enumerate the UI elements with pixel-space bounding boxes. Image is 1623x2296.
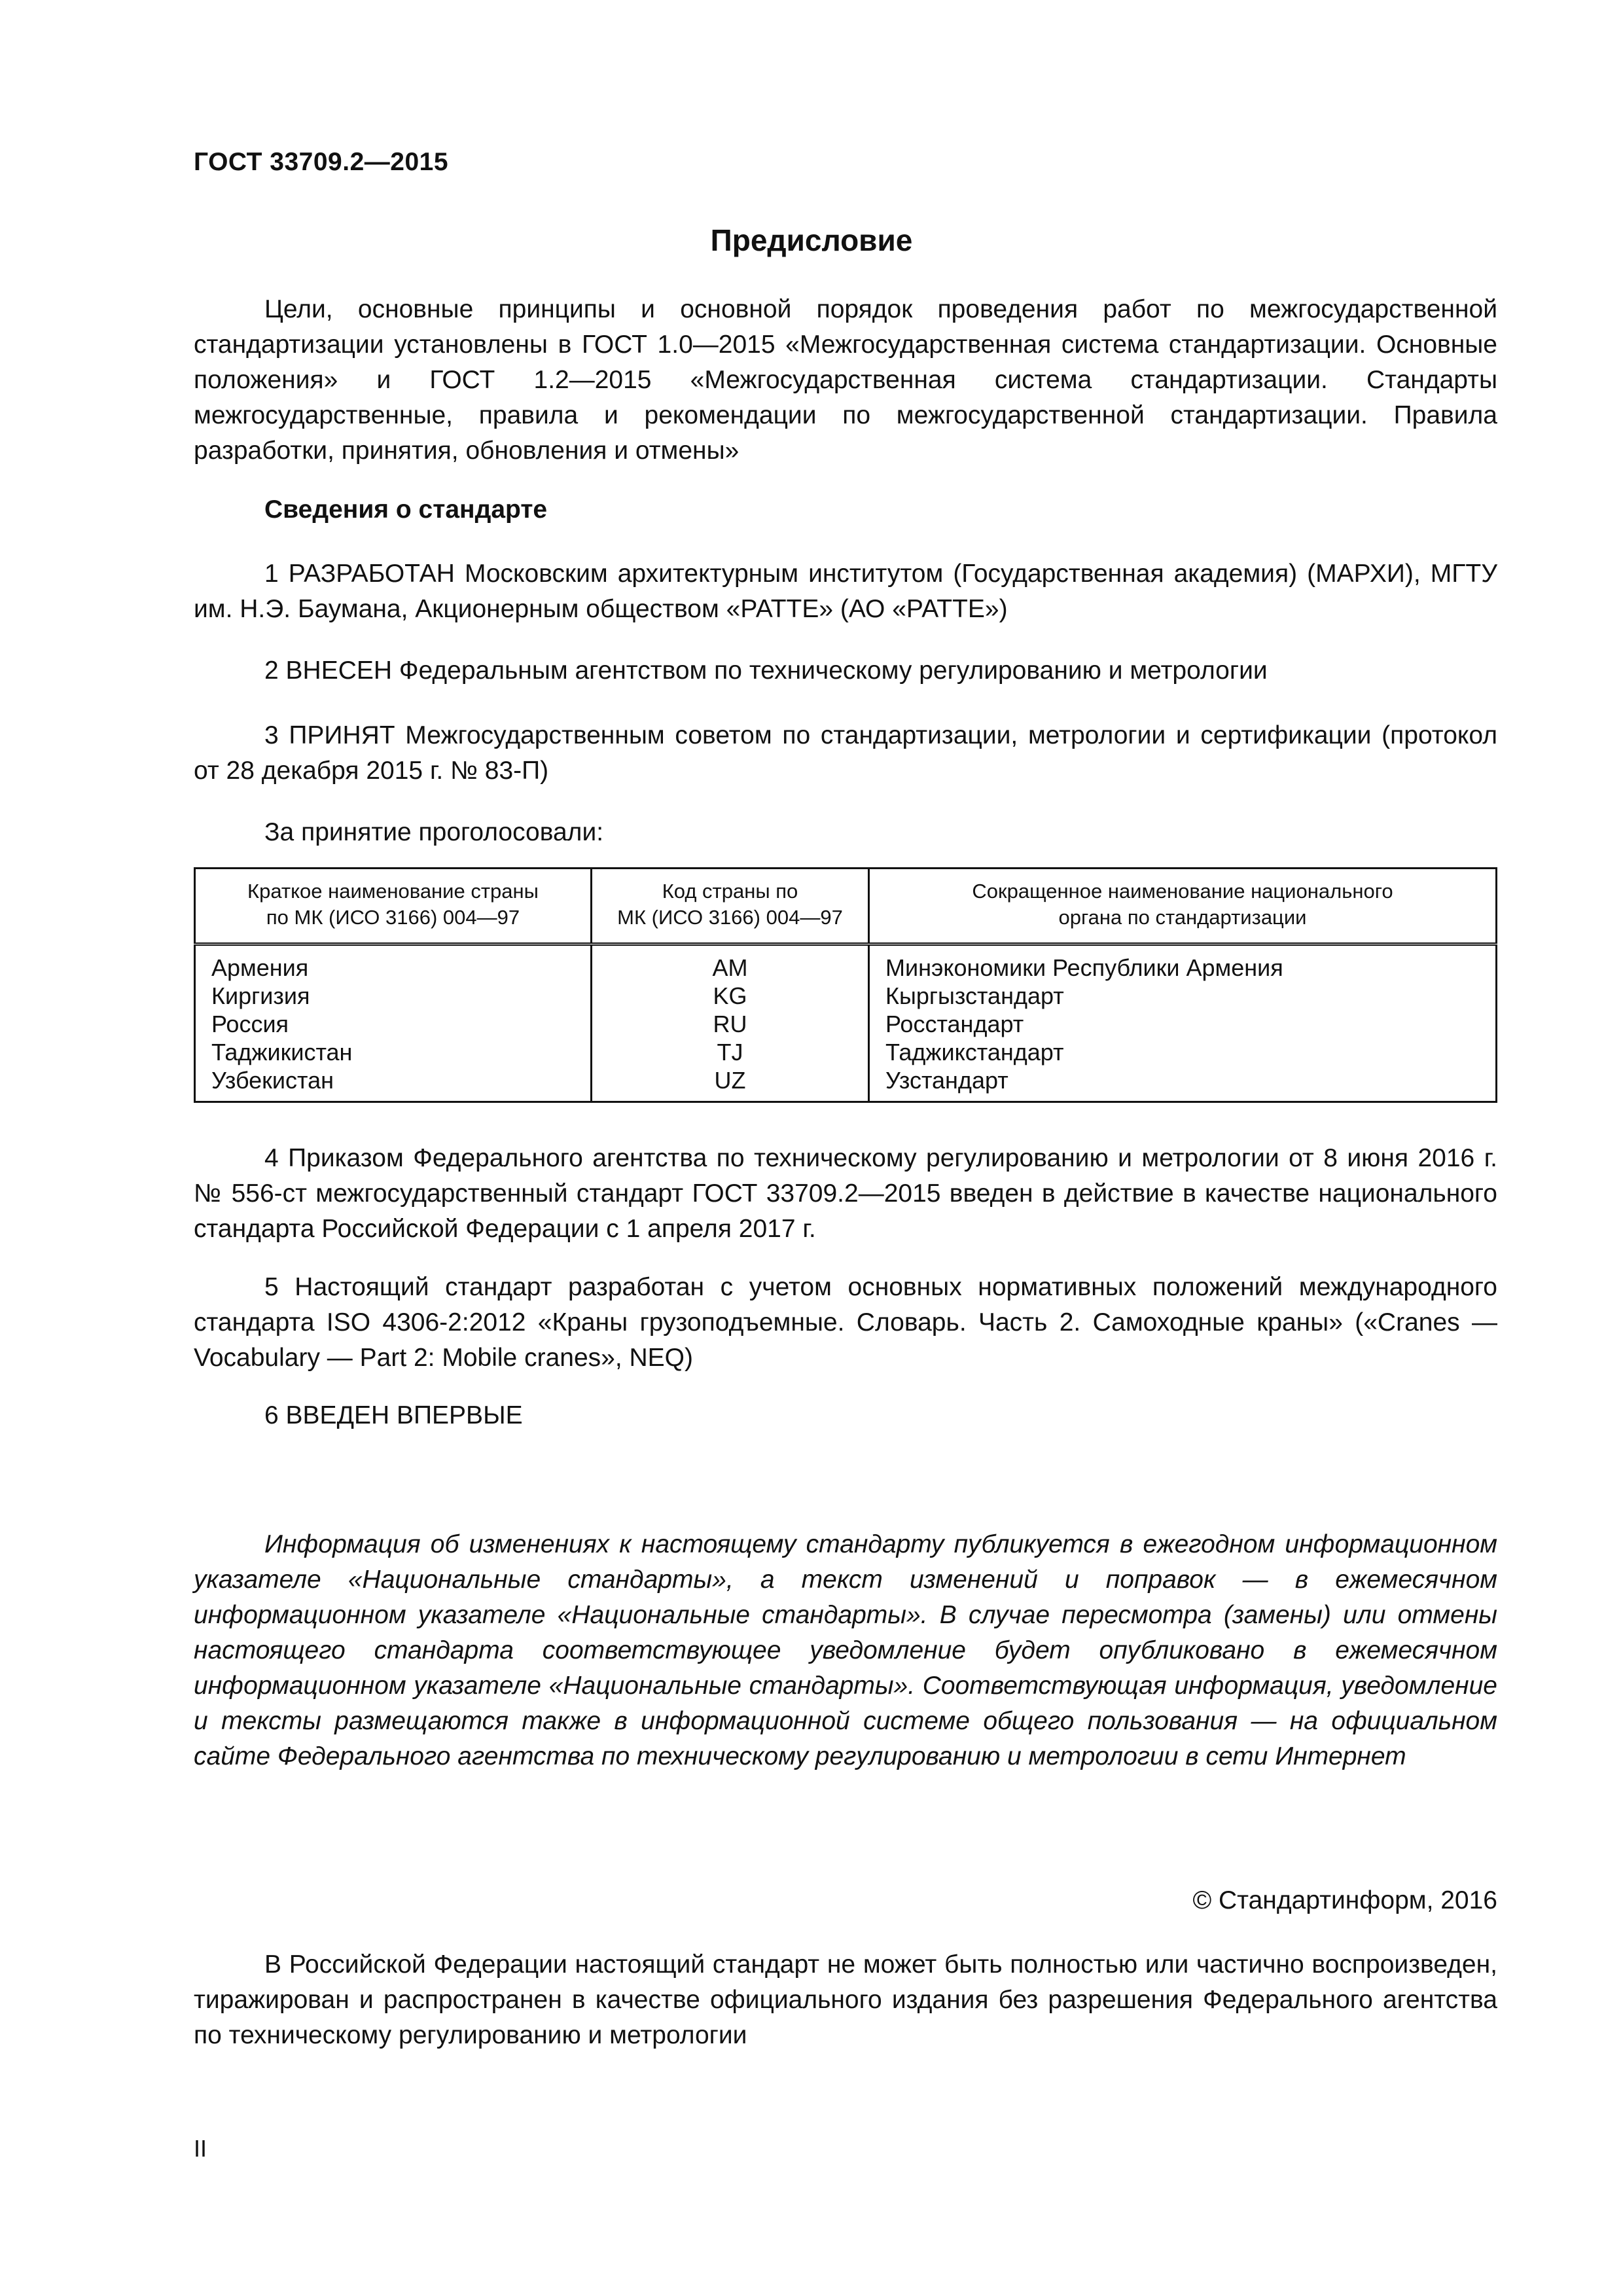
body-cell: Узстандарт: [885, 1067, 1008, 1094]
body-cell: Минэкономики Республики Армения: [885, 954, 1283, 981]
code-cell: KG: [713, 982, 747, 1009]
body-cell: Росстандарт: [885, 1011, 1024, 1037]
body-cell: Таджикстандарт: [885, 1039, 1064, 1066]
country-column: [195, 944, 592, 1102]
body-cell: Кыргызстандарт: [885, 982, 1064, 1009]
voted-label: За принятие проголосовали:: [264, 818, 604, 846]
table-body: [195, 944, 1497, 1102]
voting-table: [194, 867, 1497, 1103]
header-line: МК (ИСО 3166) 004—97: [617, 906, 843, 929]
country-cell: Армения: [211, 954, 309, 981]
column-header-body: [869, 869, 1497, 944]
header-line: Код страны по: [662, 880, 798, 903]
code-column: [592, 944, 869, 1102]
page-number: II: [194, 2135, 207, 2162]
code-cell: TJ: [717, 1039, 743, 1066]
code-cell: UZ: [714, 1067, 746, 1094]
country-cell: Узбекистан: [211, 1067, 334, 1094]
item-2-introduced: 2 ВНЕСЕН Федеральным агентством по техническому регулированию и метрологии: [264, 656, 1268, 685]
header-line: по МК (ИСО 3166) 004—97: [266, 906, 520, 929]
header-line: органа по стандартизации: [1058, 906, 1307, 929]
copyright: © Стандартинформ, 2016: [1192, 1886, 1497, 1914]
item-5-basis: 5 Настоящий стандарт разработан с учетом основных нормативных положений международного стандарта ISO 4306-2:2012 «Краны грузоподъемные. Словарь. Часть 2. Самоходные краны» («Cranes — Vocabulary — Part 2: Mobile cranes», NEQ): [194, 1273, 1497, 1372]
item-4-order: 4 Приказом Федерального агентства по техническому регулированию и метрологии от 8 июня 2016 г. № 556-ст межгосударственный стандарт ГОСТ 33709.2—2015 введен в действие в качестве национального стандарта Российской Федерации с 1 апреля 2017 г.: [194, 1144, 1497, 1243]
changes-notice: Информация об изменениях к настоящему стандарту публикуется в ежегодном информационном указателе «Национальные стандарты», а текст изменений и поправок — в ежемесячном информационном указателе «Национальные стандарты». В случае пересмотра (замены) или отмены настоящего стандарта соответствующее уведомление будет опубликовано в ежемесячном информационном указателе «Национальные стандарты». Соответствующая информация, уведомление и тексты размещаются также в информационной системе общего пользования — на официальном сайте Федерального агентства по техническому регулированию и метрологии в сети Интернет: [194, 1530, 1497, 1770]
rights-notice: В Российской Федерации настоящий стандарт не может быть полностью или частично воспроизведен, тиражирован и распространен в качестве официального издания без разрешения Федерального агентства по техническому регулированию и метрологии: [194, 1950, 1497, 2049]
standard-number: ГОСТ 33709.2—2015: [194, 148, 449, 176]
table-header-row: [195, 869, 1497, 944]
header-line: Сокращенное наименование национального: [972, 880, 1393, 903]
code-cell: RU: [713, 1011, 747, 1037]
item-6-first-introduced: 6 ВВЕДЕН ВПЕРВЫЕ: [264, 1401, 523, 1429]
item-1-developed: 1 РАЗРАБОТАН Московским архитектурным институтом (Государственная академия) (МАРХИ), МГТУ им. Н.Э. Баумана, Акционерным обществом «РАТТЕ» (АО «РАТТЕ»): [194, 560, 1497, 623]
page-title: Предисловие: [710, 223, 913, 257]
header-line: Краткое наименование страны: [247, 880, 539, 903]
column-header-code: [592, 869, 869, 944]
code-cell: AM: [712, 954, 748, 981]
country-cell: Таджикистан: [211, 1039, 353, 1066]
body-column: [869, 944, 1497, 1102]
country-cell: Россия: [211, 1011, 289, 1037]
column-header-country: [195, 869, 592, 944]
info-heading: Сведения о стандарте: [264, 495, 548, 524]
intro-paragraph: Цели, основные принципы и основной порядок проведения работ по межгосударственной стандартизации установлены в ГОСТ 1.0—2015 «Межгосударственная система стандартизации. Основные положения» и ГОСТ 1.2—2015 «Межгосударственная система стандартизации. Стандарты межгосударственные, правила и рекомендации по межгосударственной стандартизации. Правила разработки, принятия, обновления и отмены»: [194, 295, 1497, 465]
item-3-adopted: 3 ПРИНЯТ Межгосударственным советом по стандартизации, метрологии и сертификации (протокол от 28 декабря 2015 г. № 83-П): [194, 721, 1497, 785]
country-cell: Киргизия: [211, 982, 310, 1009]
